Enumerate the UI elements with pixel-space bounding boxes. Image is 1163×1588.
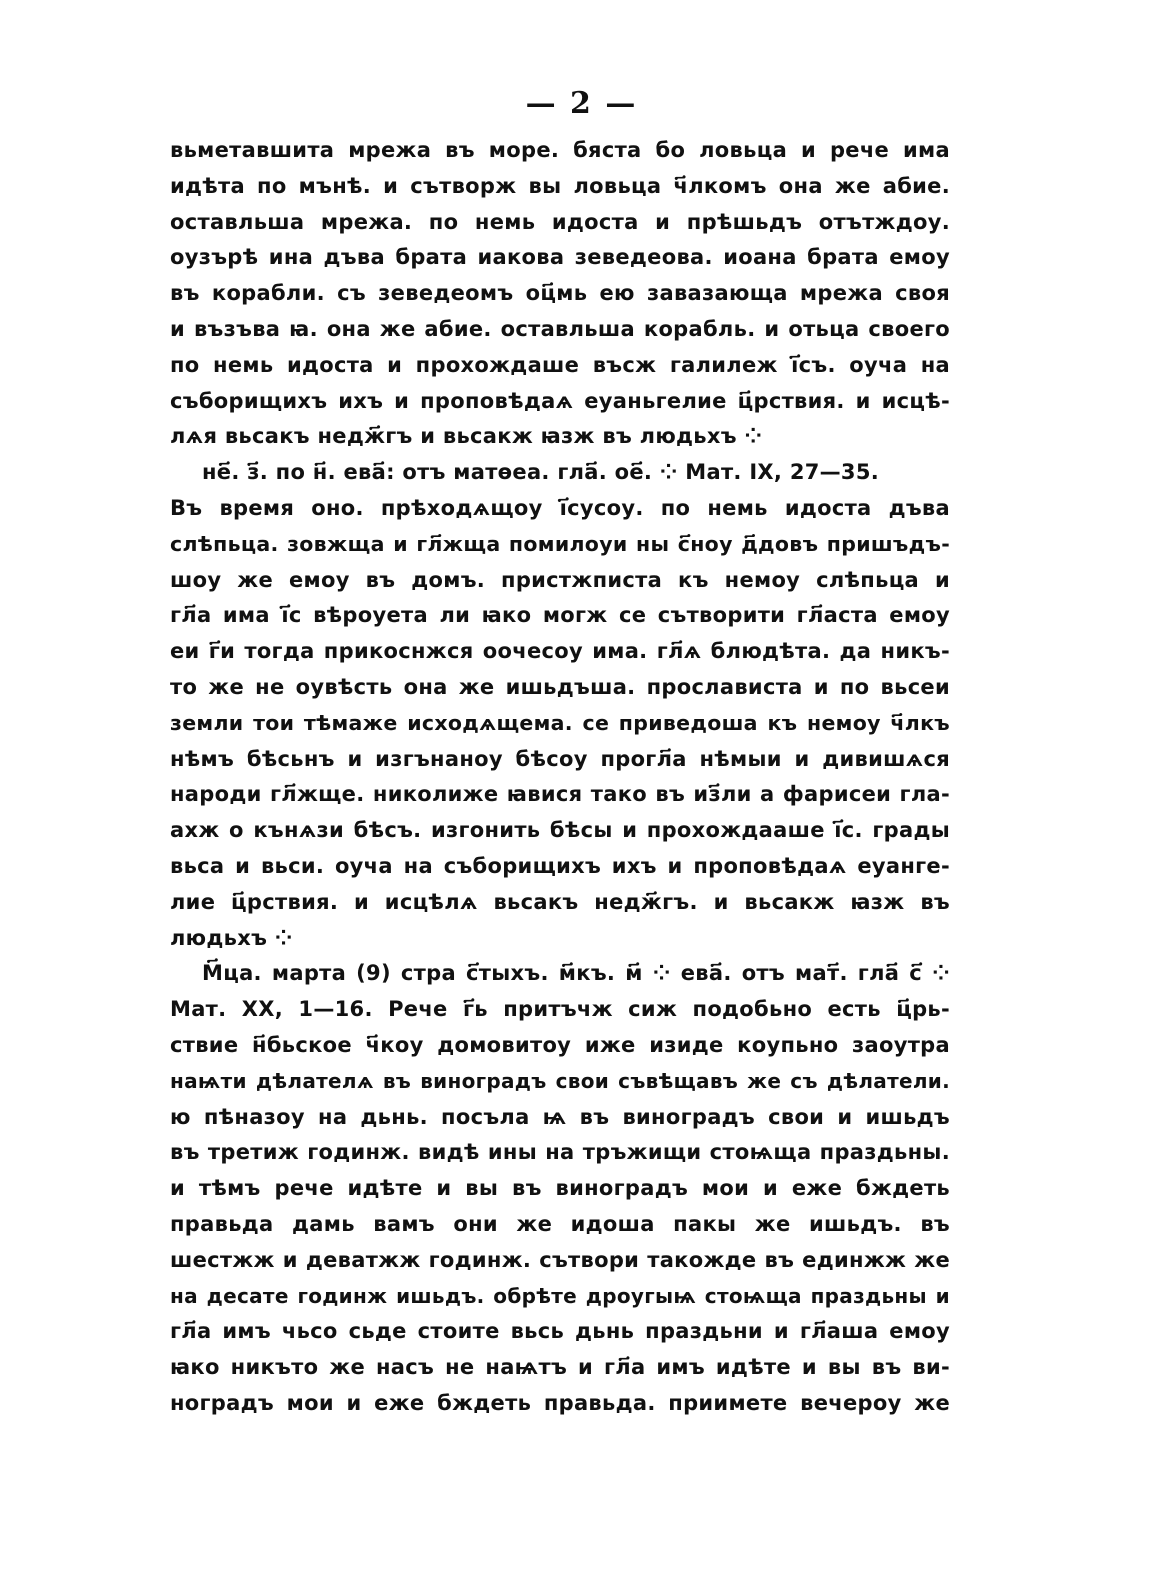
text-line: ю пѣназоу на дьнь. посъла ѩ въ виноградъ свои и ишьдъ: [170, 1104, 950, 1129]
body-text: [170, 133, 950, 1422]
text-line: земли тои тѣмаже исходѧщема. се приведоша къ немоу ч҃лкъ: [170, 710, 950, 735]
text-line: народи гл҃жще. николиже ꙗвися тако въ из҃ли а фарисеи гла-: [170, 782, 950, 807]
text-line: Въ время оно. прѣходѧщоу і҃сусоу. по немь идоста дъва: [170, 495, 950, 520]
text-line: ꙗко никъто же насъ не наѩтъ и гл҃а имъ идѣте и вы въ ви-: [170, 1355, 950, 1380]
text-line: по немь идоста и прохождаше въсж галилеж і҃съ. оуча на: [170, 352, 950, 377]
text-line: и тѣмъ рече идѣте и вы въ виноградъ мои и еже бждеть: [170, 1176, 950, 1201]
text-line: то же не оувѣсть она же ишьдъша. прослависта и по вьсеи: [170, 674, 950, 699]
text-line: ноградъ мои и еже бждеть правьда. приимете вечероу же: [170, 1390, 950, 1415]
text-line: наѩти дѣлателѧ въ виноградъ свои съвѣщавъ же съ дѣлатели.: [170, 1068, 950, 1093]
text-line: идѣта по мънѣ. и сътворж вы ловьца ч҃лкомъ она же абие.: [170, 173, 950, 198]
text-line: вьса и вьси. оуча на съборищихъ ихъ и проповѣдаѧ еуанге-: [170, 853, 950, 878]
text-line: лие ц҃рствия. и исцѣлѧ вьсакъ недж҃гъ. и вьсакж ꙗзж въ: [170, 889, 950, 914]
text-line: Мат. XX, 1—16. Рече г҃ь притъчж сиж подобьно есть ц҃рь-: [170, 997, 950, 1022]
text-line: нѣмъ бѣсьнъ и изгънаноу бѣсоу прогл҃а нѣмыи и дивишѧся: [170, 746, 950, 771]
text-line: шоу же емоу въ домъ. пристжписта къ немоу слѣпьца и: [170, 567, 950, 592]
text-line: гл҃а имъ чьсо сьде стоите вьсь дьнь праздьни и гл҃аша емоу: [170, 1319, 950, 1344]
text-line: гл҃а има і҃с вѣроуета ли ꙗко могж се сътворити гл҃аста емоу: [170, 603, 950, 628]
text-line: М҃ца. марта (9) стра с҃тыхъ. м҃къ. м҃ ⁘ ева҃. отъ мат҃. гла҃ с҃ ⁘: [202, 961, 950, 986]
page-number: — 2 —: [525, 86, 638, 121]
text-line: на десате годинж ишьдъ. обрѣте дроугыѩ стоѩща праздьны и: [170, 1283, 950, 1308]
text-line: еи г҃и тогда прикоснжся оочесоу има. гл҃ѧ блюдѣта. да никъ-: [170, 639, 950, 664]
text-line: ствие н҃бьское ч҃коу домовитоу иже изиде коупьно заоутра: [170, 1032, 950, 1057]
text-line: оузърѣ ина дъва брата иакова зеведеова. иоана брата емоу: [170, 245, 950, 270]
text-line: правьда дамь вамъ они же идоша пакы же ишьдъ. въ: [170, 1211, 950, 1236]
text-line: и възъва ꙗ. она же абие. оставльша корабль. и отьца своего: [170, 316, 950, 341]
text-line: вьметавшита мрежа въ море. бяста бо ловьца и рече има: [170, 138, 950, 162]
text-line: шестжж и деватжж годинж. сътвори такожде въ единжж же: [170, 1247, 950, 1272]
text-line: оставльша мрежа. по немь идоста и прѣшьдъ отътждоу.: [170, 209, 950, 234]
text-line: ахж о кънѧзи бѣсъ. изгонить бѣсы и прохождааше і҃с. грады: [170, 818, 950, 843]
text-line: не҃. з҃. по н҃. ева҃: отъ матѳеа. гла҃. ое҃. ⁘ Мат. IX, 27—35.: [202, 460, 880, 485]
text-line: въ корабли. съ зеведеомъ оц҃мь ею завазающа мрежа своя: [170, 281, 950, 306]
text-line: слѣпьца. зовжща и гл҃жща помилоуи ны с҃ноу д҃довъ пришъдъ-: [170, 531, 950, 556]
text-line: лѧя вьсакъ недж҃гъ и вьсакж ꙗзж въ людьхъ ⁘: [170, 424, 763, 449]
text-line: въ третиж годинж. видѣ ины на тръжищи стоѩща праздьны.: [170, 1140, 950, 1165]
text-line: людьхъ ⁘: [170, 925, 293, 950]
text-line: съборищихъ ихъ и проповѣдаѧ еуаньгелие ц҃рствия. и исцѣ-: [170, 388, 950, 413]
